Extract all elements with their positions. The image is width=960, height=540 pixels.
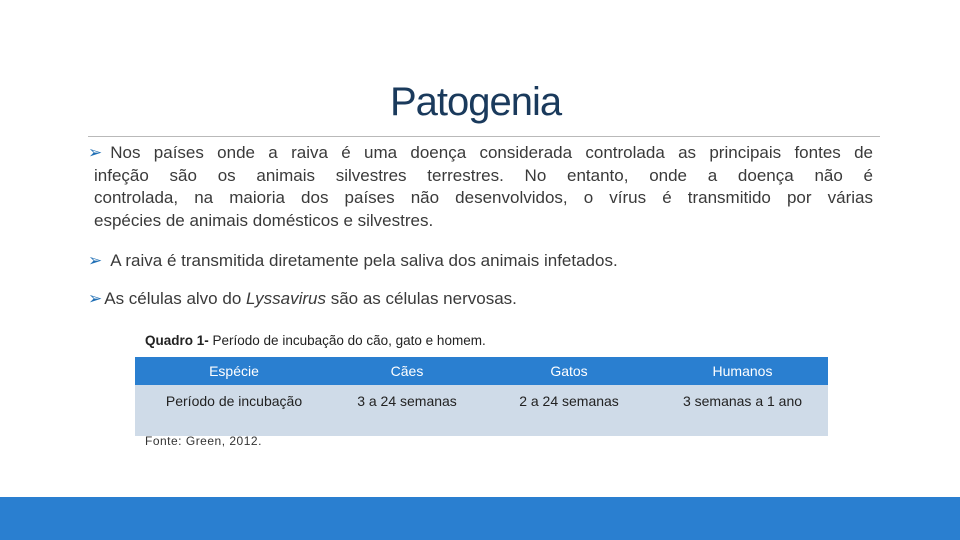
table-header-cell: Humanos bbox=[712, 363, 773, 379]
bullet-line: ➢ Nos países onde a raiva é uma doença considerada controlada as principais fontes de bbox=[88, 142, 873, 165]
title-divider bbox=[88, 136, 880, 137]
bullet-text: As células alvo do bbox=[104, 289, 246, 308]
caption-text: Período de incubação do cão, gato e homem. bbox=[208, 333, 486, 348]
caption-label: Quadro 1- bbox=[145, 333, 209, 348]
bullet-line: espécies de animais domésticos e silvestres. bbox=[94, 210, 434, 230]
arrow-bullet-icon: ➢ bbox=[88, 289, 103, 308]
bullet-item bbox=[88, 142, 873, 232]
table-cell: 2 a 24 semanas bbox=[519, 393, 619, 409]
table-caption bbox=[145, 333, 486, 348]
table-cell: Período de incubação bbox=[165, 393, 303, 409]
bullet-item bbox=[88, 288, 517, 311]
bullet-text: são as células nervosas. bbox=[326, 289, 517, 308]
slide-title: Patogenia bbox=[390, 80, 562, 124]
table-header-cell: Cães bbox=[390, 363, 424, 379]
bullet-text: A raiva é transmitida diretamente pela saliva dos animais infetados. bbox=[110, 251, 618, 270]
bullet-line: controlada, na maioria dos países não desenvolvidos, o vírus é transmitido por várias bbox=[94, 188, 873, 207]
table-header-cell: Gatos bbox=[550, 363, 588, 379]
table-cell: 3 a 24 semanas bbox=[357, 393, 457, 409]
arrow-bullet-icon: ➢ bbox=[88, 143, 103, 162]
incubation-table bbox=[135, 357, 828, 436]
table-source: Fonte: Green, 2012. bbox=[145, 434, 262, 448]
species-name: Lyssavirus bbox=[246, 289, 326, 308]
table-cell: 3 semanas a 1 ano bbox=[682, 393, 803, 409]
arrow-bullet-icon: ➢ bbox=[88, 251, 103, 270]
table-header-row bbox=[135, 357, 828, 385]
bullet-line: infeção são os animais silvestres terrestres. No entanto, onde a doença não é bbox=[94, 165, 873, 185]
footer-bar bbox=[0, 497, 960, 540]
table-header-cell: Espécie bbox=[209, 363, 259, 379]
bullet-item bbox=[88, 250, 618, 273]
